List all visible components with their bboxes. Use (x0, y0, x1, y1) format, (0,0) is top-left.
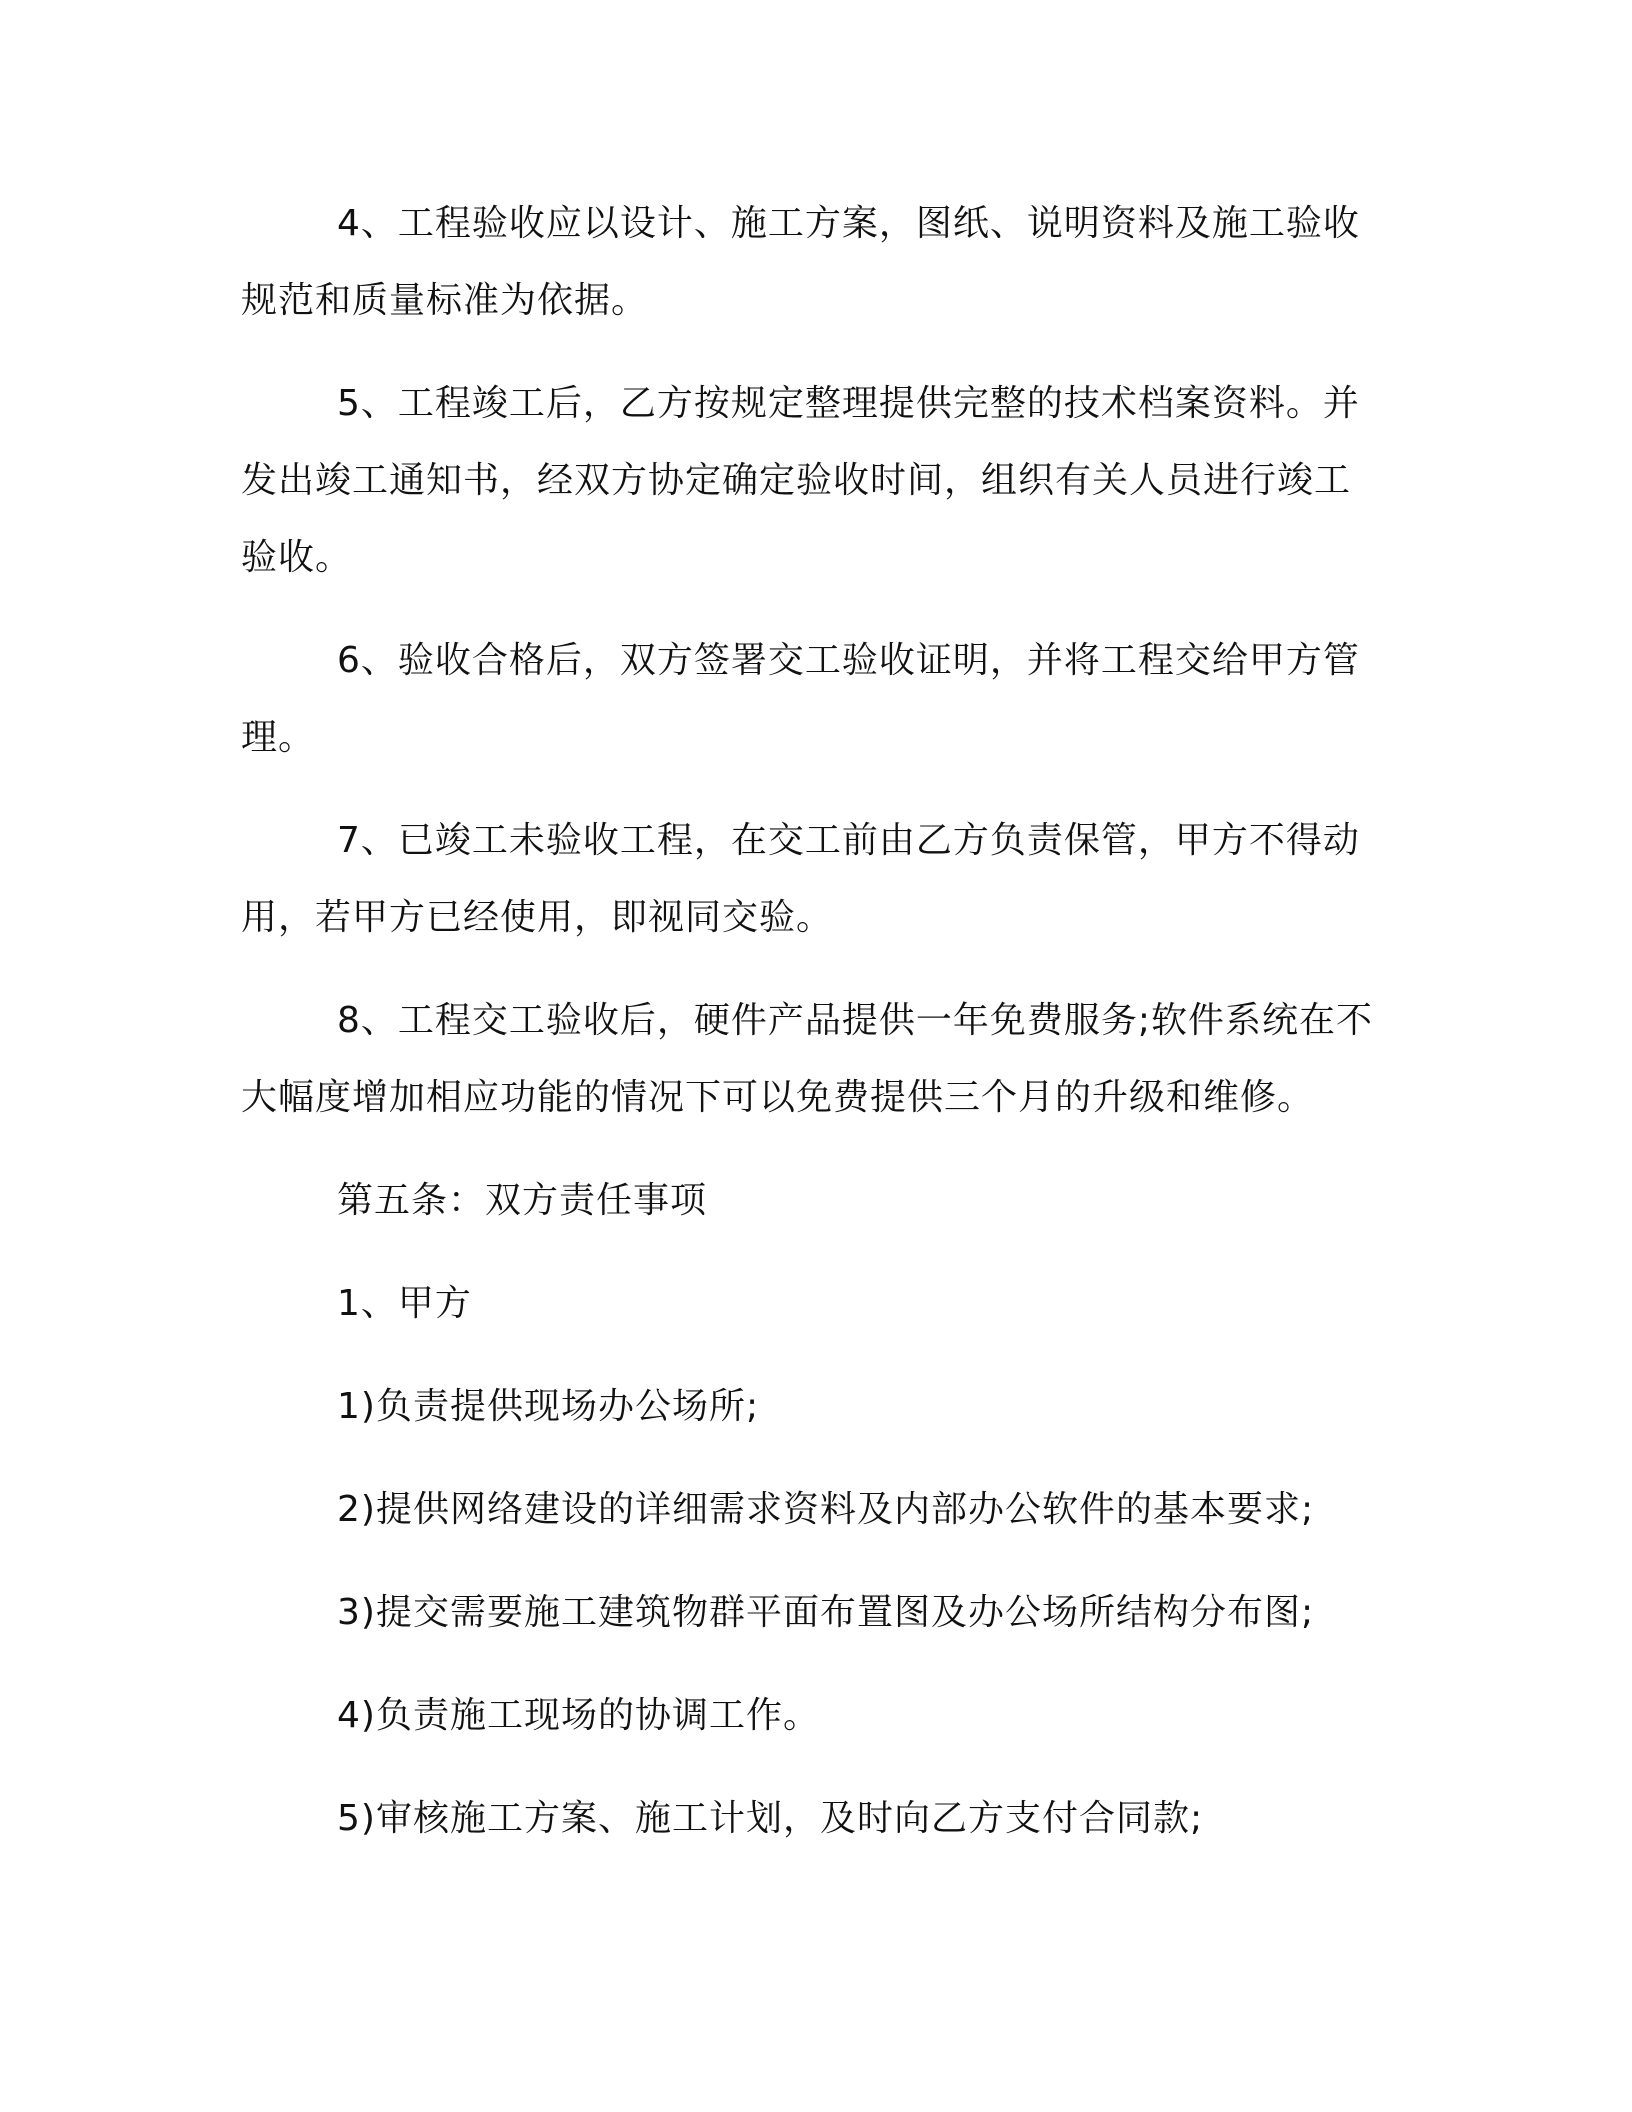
list-item: 5)审核施工方案、施工计划，及时向乙方支付合同款; (337, 1798, 1204, 1839)
clause-8-paragraph: 8、工程交工验收后，硬件产品提供一年免费服务;软件系统在不大幅度增加相应功能的情况下可以免费提供三个月的升级和维修。 (241, 1000, 1374, 1118)
clause-6-paragraph: 6、验收合格后，双方签署交工验收证明，并将工程交给甲方管理。 (241, 640, 1360, 758)
clause-5-paragraph: 5、工程竣工后，乙方按规定整理提供完整的技术档案资料。并发出竣工通知书，经双方协定确定验收时间，组织有关人员进行竣工验收。 (241, 383, 1360, 578)
document-body (241, 185, 1381, 1857)
list-item: 3)提交需要施工建筑物群平面布置图及办公场所结构分布图; (337, 1592, 1315, 1633)
list-item: 4)负责施工现场的协调工作。 (337, 1695, 820, 1736)
list-item: 2)提供网络建设的详细需求资料及内部办公软件的基本要求; (337, 1489, 1315, 1530)
clause-7-paragraph: 7、已竣工未验收工程，在交工前由乙方负责保管，甲方不得动用，若甲方已经使用，即视同交验。 (241, 820, 1360, 938)
section-title: 第五条：双方责任事项 (337, 1180, 708, 1221)
party-heading: 1、甲方 (337, 1283, 472, 1324)
clause-4-paragraph: 4、工程验收应以设计、施工方案，图纸、说明资料及施工验收规范和质量标准为依据。 (241, 203, 1360, 321)
list-item: 1)负责提供现场办公场所; (337, 1386, 760, 1427)
